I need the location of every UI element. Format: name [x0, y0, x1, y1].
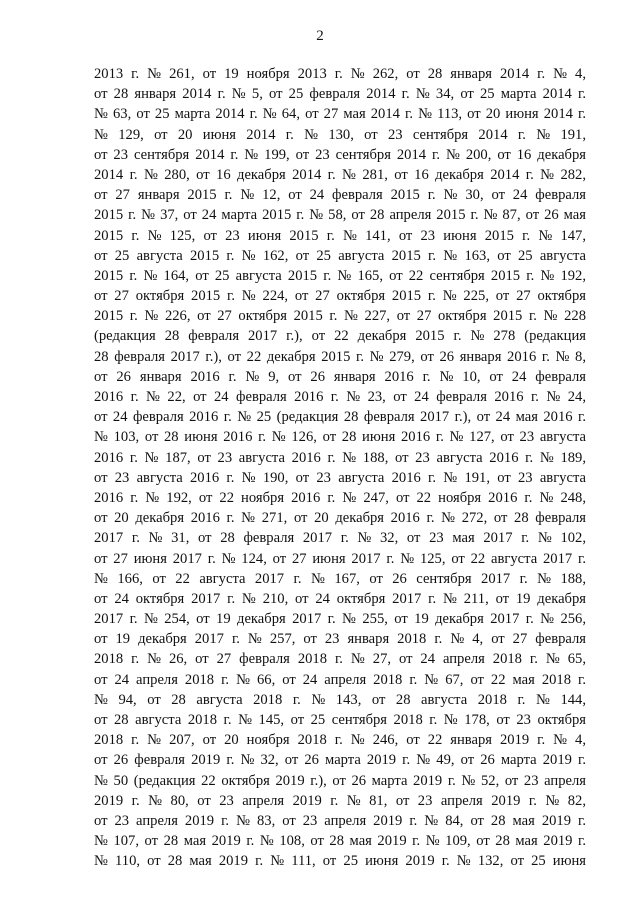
- text-line: от 23 августа 2016 г. № 190, от 23 августа 2016 г. № 191, от 23 августа: [94, 469, 586, 486]
- text-line: 2018 г. № 207, от 20 ноября 2018 г. № 246, от 22 января 2019 г. № 4,: [94, 732, 586, 749]
- text-line: № 166, от 22 августа 2017 г. № 167, от 26 сентября 2017 г. № 188,: [94, 570, 586, 587]
- page-number: 2: [316, 28, 324, 44]
- text-line: № 129, от 20 июня 2014 г. № 130, от 23 сентября 2014 г. № 191,: [94, 126, 586, 143]
- body-text: [94, 64, 586, 872]
- text-line: от 24 апреля 2018 г. № 66, от 24 апреля 2018 г. № 67, от 22 мая 2018 г.: [94, 671, 586, 688]
- text-line: 2015 г. № 164, от 25 августа 2015 г. № 165, от 22 сентября 2015 г. № 192,: [94, 267, 586, 284]
- text-line: 2013 г. № 261, от 19 ноября 2013 г. № 262, от 28 января 2014 г. № 4,: [94, 66, 586, 82]
- text-line: 2017 г. № 254, от 19 декабря 2017 г. № 255, от 19 декабря 2017 г. № 256,: [94, 611, 586, 628]
- text-line: 2016 г. № 187, от 23 августа 2016 г. № 188, от 23 августа 2016 г. № 189,: [94, 449, 586, 466]
- text-line: 2015 г. № 37, от 24 марта 2015 г. № 58, от 28 апреля 2015 г. № 87, от 26 мая: [94, 207, 586, 224]
- text-line: от 24 февраля 2016 г. № 25 (редакция 28 февраля 2017 г.), от 24 мая 2016 г.: [94, 409, 586, 426]
- text-line: от 24 октября 2017 г. № 210, от 24 октября 2017 г. № 211, от 19 декабря: [94, 590, 586, 607]
- text-line: № 63, от 25 марта 2014 г. № 64, от 27 мая 2014 г. № 113, от 20 июня 2014 г.: [94, 106, 586, 123]
- text-line: от 23 апреля 2019 г. № 83, от 23 апреля 2019 г. № 84, от 28 мая 2019 г.: [94, 812, 586, 829]
- text-line: от 27 января 2015 г. № 12, от 24 февраля 2015 г. № 30, от 24 февраля: [94, 187, 586, 204]
- text-line: от 25 августа 2015 г. № 162, от 25 августа 2015 г. № 163, от 25 августа: [94, 247, 586, 264]
- text-line: № 110, от 28 мая 2019 г. № 111, от 25 июня 2019 г. № 132, от 25 июня: [94, 853, 586, 870]
- text-line: № 50 (редакция 22 октября 2019 г.), от 26 марта 2019 г. № 52, от 23 апреля: [94, 772, 586, 789]
- text-line: от 28 января 2014 г. № 5, от 25 февраля 2014 г. № 34, от 25 марта 2014 г.: [94, 86, 586, 103]
- text-line: от 27 июня 2017 г. № 124, от 27 июня 2017 г. № 125, от 22 августа 2017 г.: [94, 550, 586, 567]
- text-line: 2017 г. № 31, от 28 февраля 2017 г. № 32, от 23 мая 2017 г. № 102,: [94, 530, 586, 547]
- text-line: 28 февраля 2017 г.), от 22 декабря 2015 г. № 279, от 26 января 2016 г. № 8,: [94, 348, 586, 365]
- text-line: 2019 г. № 80, от 23 апреля 2019 г. № 81, от 23 апреля 2019 г. № 82,: [94, 792, 586, 809]
- text-line: 2015 г. № 125, от 23 июня 2015 г. № 141, от 23 июня 2015 г. № 147,: [94, 227, 586, 244]
- text-line: № 103, от 28 июня 2016 г. № 126, от 28 июня 2016 г. № 127, от 23 августа: [94, 429, 586, 446]
- text-line: 2014 г. № 280, от 16 декабря 2014 г. № 281, от 16 декабря 2014 г. № 282,: [94, 166, 586, 183]
- text-line: от 26 января 2016 г. № 9, от 26 января 2016 г. № 10, от 24 февраля: [94, 368, 586, 385]
- text-line: 2016 г. № 192, от 22 ноября 2016 г. № 247, от 22 ноября 2016 г. № 248,: [94, 489, 586, 506]
- text-line: № 107, от 28 мая 2019 г. № 108, от 28 мая 2019 г. № 109, от 28 мая 2019 г.: [94, 833, 586, 850]
- text-line: от 27 октября 2015 г. № 224, от 27 октября 2015 г. № 225, от 27 октября: [94, 288, 586, 305]
- text-line: от 19 декабря 2017 г. № 257, от 23 января 2018 г. № 4, от 27 февраля: [94, 631, 586, 648]
- text-line: 2016 г. № 22, от 24 февраля 2016 г. № 23, от 24 февраля 2016 г. № 24,: [94, 389, 586, 405]
- text-line: 2018 г. № 26, от 27 февраля 2018 г. № 27, от 24 апреля 2018 г. № 65,: [94, 651, 586, 668]
- text-line: от 26 февраля 2019 г. № 32, от 26 марта 2019 г. № 49, от 26 марта 2019 г.: [94, 752, 586, 769]
- text-line: № 94, от 28 августа 2018 г. № 143, от 28 августа 2018 г. № 144,: [94, 691, 586, 708]
- text-line: от 20 декабря 2016 г. № 271, от 20 декабря 2016 г. № 272, от 28 февраля: [94, 510, 586, 527]
- text-line: от 28 августа 2018 г. № 145, от 25 сентября 2018 г. № 178, от 23 октября: [94, 712, 586, 728]
- text-line: 2015 г. № 226, от 27 октября 2015 г. № 227, от 27 октября 2015 г. № 228: [94, 308, 586, 325]
- text-line: (редакция 28 февраля 2017 г.), от 22 декабря 2015 г. № 278 (редакция: [94, 328, 586, 345]
- text-line: от 23 сентября 2014 г. № 199, от 23 сентября 2014 г. № 200, от 16 декабря: [94, 146, 586, 163]
